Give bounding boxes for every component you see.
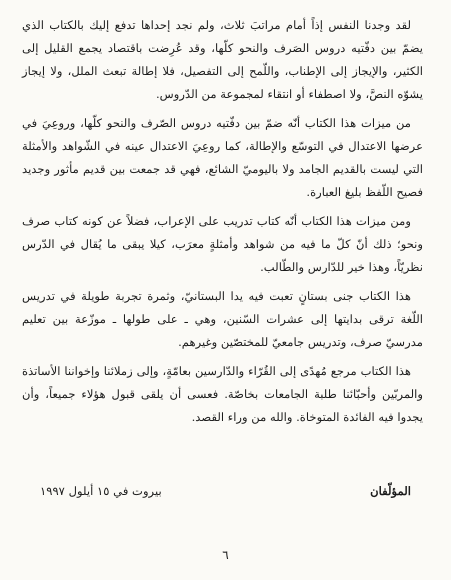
- place-date: بيروت في ١٥ أيلول ١٩٩٧: [40, 484, 162, 498]
- paragraph-2: من ميزات هذا الكتاب أنّه ضمّ بين دفّتيه دروس الصّرف والنحو كلّها، وروعِيَ في عرضها الاعتدال في التوسّع والإطالة، كما روعِيَ الاعتدال عينه في الشّواهد والأمثلة التي ليست بالقديم الجامد ولا باليوميّ الشائع، فهي قد جمعت بين قديم مأثور وجديد فصيح اللّفظ بليغ العبارة.: [22, 116, 423, 199]
- paragraph-4: هذا الكتاب جنى بستانٍ تعبت فيه يدا البستانيّ، وثمرة تجربة طويلة في تدريس اللّغة ترقى بدايتها إلى عشرات السّنين، وهي ـ على طولها ـ موزّعة بين تعليم مدرسيّ صرف، وتدريس جامعيّ للمختصّين وغيرهم.: [22, 289, 423, 349]
- signature-line: [40, 484, 411, 498]
- paragraph-3: ومن ميزات هذا الكتاب أنّه كتاب تدريب على الإعراب، فضلاً عن كونه كتاب صرف ونحو؛ ذلك أنّ كلّ ما فيه من شواهد وأمثلةٍ معرَب، كيلا يبقى ما يُقال في الدّرس نظريّاً، وهذا خير للدّارس والطّالب.: [22, 214, 423, 274]
- author-signature: المؤلّفان: [370, 484, 411, 498]
- paragraph-1: لقد وجدنا النفس إذاً أمام مراتبَ ثلاث، ولم نجد إحداها تدفع إليك بالكتاب الذي يضمّ بين دفّتيه دروس الصَرف والنحو كلّها، وقد عُرِضت باقتصاد يجمع القليل إلى الكثير، والإيجاز إلى الإطناب، واللّمح إلى التفصيل، فلا إطالة تبعث الملل، ولا إيجاز يشوّه النصَّ، ولا اصطفاء أو انتقاء لمجموعة من الدّروس.: [22, 18, 423, 101]
- paragraph-5: هذا الكتاب مرجع مُهدًى إلى القُرّاء والدّارسين بعامّةٍ، وإلى زملائنا وإخواننا الأساتذة والمربّين وأحبّائنا طلبة الجامعات بخاصّة. فعسى أن يلقى قبول هؤلاء جميعاً، وأن يجدوا فيه الفائدة المتوخاة. والله من وراء القصد.: [22, 364, 423, 424]
- page-number: ٦: [222, 548, 229, 562]
